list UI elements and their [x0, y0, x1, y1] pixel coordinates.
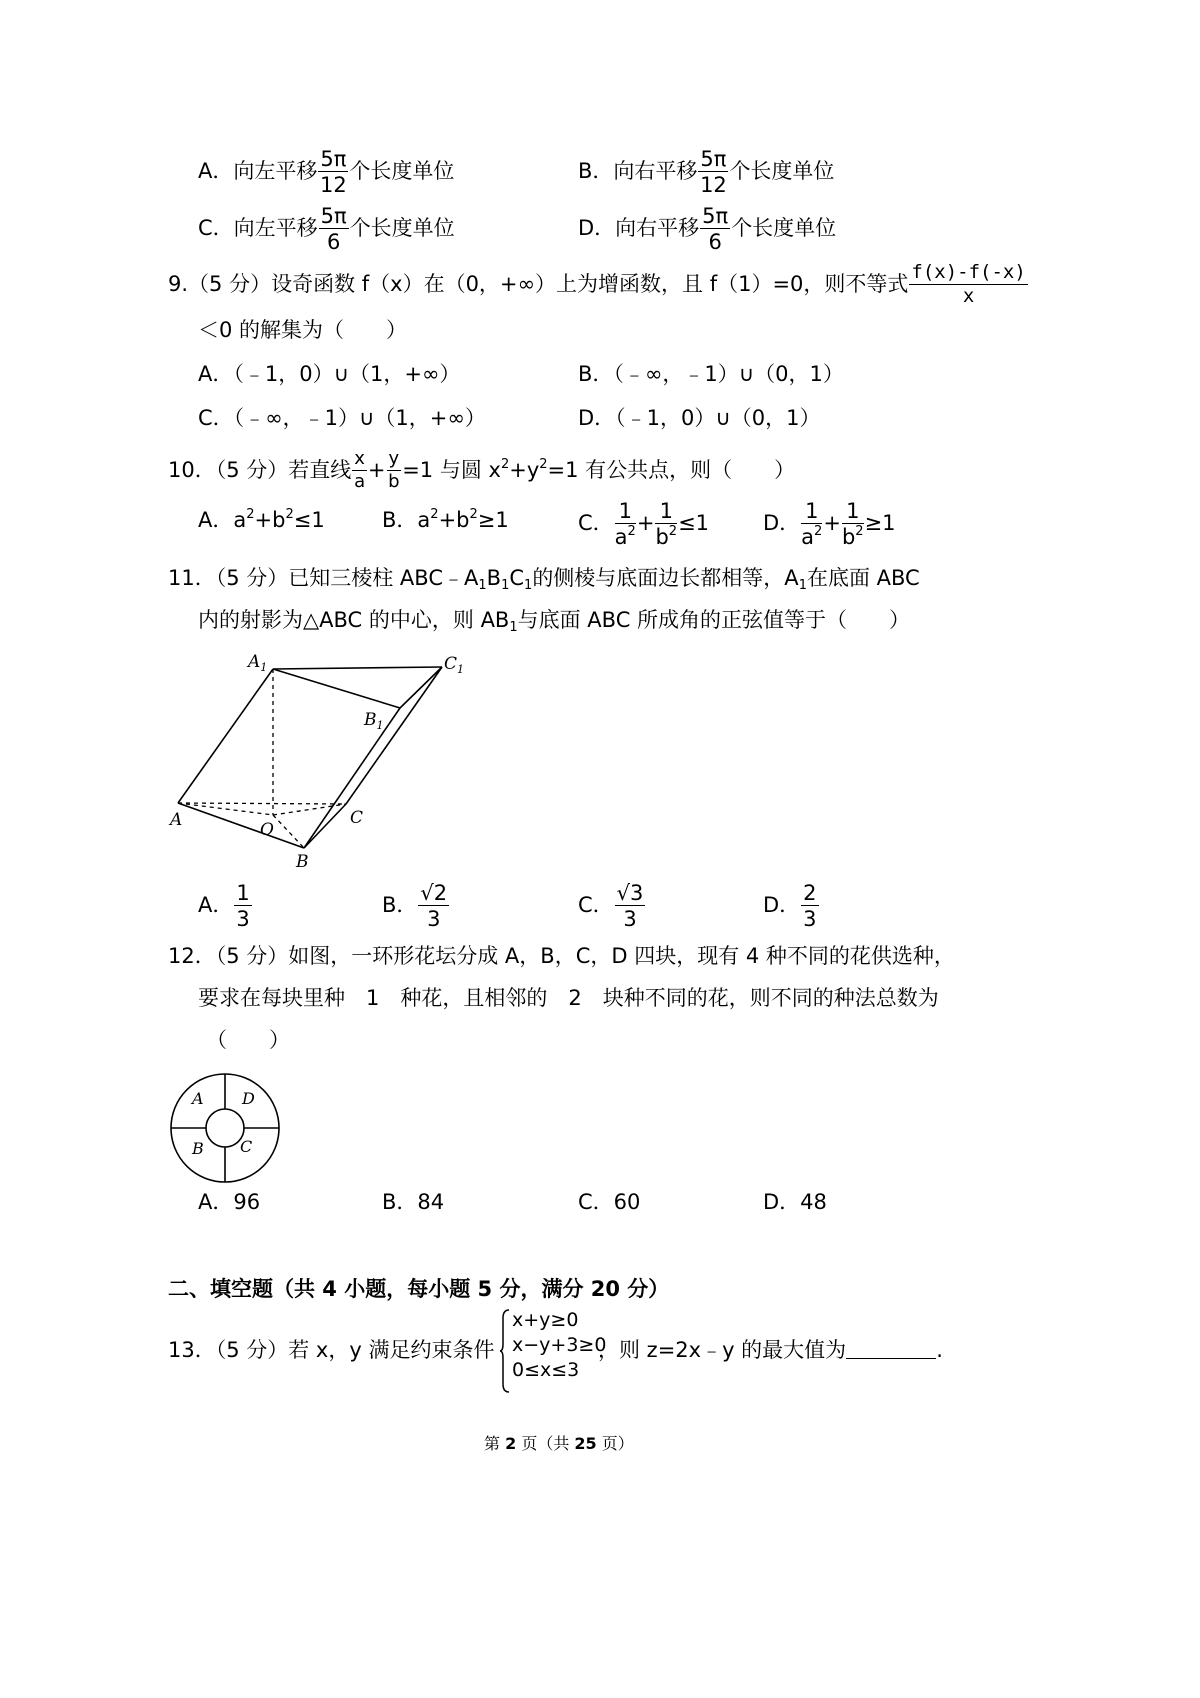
q11-option-d: D． $\frac{2}{3}$	[763, 881, 817, 932]
label-c1: $C_1$	[444, 654, 465, 676]
constraint-3: 0≤x≤3	[512, 1359, 580, 1381]
label-b1: $B_1$	[364, 710, 384, 732]
label-a1: $A_1$	[248, 652, 268, 674]
constraint-2: x−y+3≥0	[512, 1334, 607, 1356]
edge-a1-c1	[273, 667, 442, 669]
label-d: D	[242, 1089, 255, 1108]
q9-option-c: C．（﹣∞，﹣1）∪（1，+∞）	[198, 406, 486, 430]
q12-option-a: A．96	[198, 1190, 261, 1214]
edge-c1-c	[346, 667, 442, 804]
prism-figure	[160, 645, 490, 875]
q11-option-a: A． $\frac{1}{3}$	[198, 881, 250, 932]
edge-b-c	[304, 804, 346, 848]
section-2-title: 二、填空题（共 4 小题，每小题 5 分，满分 20 分）	[168, 1277, 670, 1301]
edge-a1-b1	[273, 669, 400, 708]
q9-option-d: D．（﹣1，0）∪（0，1）	[578, 406, 821, 430]
q11-option-c: C． $\frac{√3}{3}$	[578, 881, 644, 932]
fraction: $\frac{1}{a^2}$	[801, 499, 823, 550]
q11-stem-line2: 内的射影为△ABC 的中心，则 $AB_1$与底面 ABC 所成角的正弦值等于（ ）	[198, 608, 911, 635]
fraction: $\frac{1}{a^2}$	[614, 499, 636, 550]
seg-o-c	[273, 804, 346, 815]
fraction: $\frac{f(x)-f(-x)}{x}$	[911, 261, 1026, 307]
q10-stem: 10．（5 分）若直线 $\frac{x}{a}$ + $\frac{y}{b}$ =1 与圆 $x^2+y^2=1$ 有公共点，则（ ）	[168, 448, 796, 492]
edge-a-b	[178, 803, 304, 848]
q12-stem-line3: （ ）	[206, 1028, 290, 1052]
fraction: $\frac{x}{a}$	[354, 448, 366, 492]
answer-blank[interactable]	[846, 1340, 936, 1359]
fraction: $\frac{5\pi}{6}$	[702, 204, 729, 255]
q9-stem: 9.（5 分）设奇函数 f（x）在（0，+∞）上为增函数，且 f（1）=0，则不等式 $\frac{f(x)-f(-x)}{x}$	[168, 261, 1026, 307]
label-b: B	[296, 852, 309, 872]
fraction: $\frac{1}{3}$	[236, 881, 250, 932]
edge-a1-a	[178, 669, 273, 803]
edge-b1-c1	[400, 667, 442, 708]
fraction: $\frac{y}{b}$	[388, 448, 400, 492]
q11-stem-line1: 11．（5 分）已知三棱柱 $ABC﹣A_1B_1C_1$的侧棱与底面边长都相等，$A_1$在底面 ABC	[168, 566, 920, 593]
q8-option-b: B．向右平移 $\frac{5\pi}{12}$ 个长度单位	[578, 147, 835, 198]
fraction: $\frac{5\pi}{12}$	[320, 147, 347, 198]
q13-constraints	[500, 1308, 606, 1383]
q9-option-a: A．（﹣1，0）∪（1，+∞）	[198, 362, 461, 386]
q10-option-d: D． $\frac{1}{a^2}$ + $\frac{1}{b^2}$ ≥1	[763, 499, 896, 550]
q10-option-c: C． $\frac{1}{a^2}$ + $\frac{1}{b^2}$ ≤1	[578, 499, 710, 550]
fraction: $\frac{5\pi}{6}$	[320, 204, 347, 255]
q12-stem-line2: 要求在每块里种 1 种花，且相邻的 2 块种不同的花，则不同的种法总数为	[198, 986, 939, 1010]
fraction: $\frac{1}{b^2}$	[841, 499, 864, 550]
label-c: C	[240, 1137, 253, 1156]
q12-stem-line1: 12．（5 分）如图，一环形花坛分成 A，B，C，D 四块，现有 4 种不同的花供选种，	[168, 944, 955, 968]
label-o: O	[260, 820, 274, 840]
fraction: $\frac{√3}{3}$	[616, 881, 644, 932]
edge-a-c	[178, 803, 346, 804]
fraction: $\frac{5\pi}{12}$	[700, 147, 727, 198]
label-a: A	[170, 810, 183, 830]
q8-option-d: D．向右平移 $\frac{5\pi}{6}$ 个长度单位	[578, 204, 837, 255]
constraint-1: x+y≥0	[512, 1309, 579, 1331]
q9-option-b: B．（﹣∞，﹣1）∪（0，1）	[578, 362, 844, 386]
q12-option-d: D．48	[763, 1190, 827, 1214]
label-b: B	[192, 1139, 204, 1158]
brace-icon	[500, 1308, 510, 1394]
q9-stem-cont: ＜0 的解集为（ ）	[198, 318, 408, 342]
ring-figure	[165, 1068, 285, 1188]
q8-option-a: A．向左平移 $\frac{5\pi}{12}$ 个长度单位	[198, 147, 455, 198]
q13-stem-post: ，则 z=2x﹣y 的最大值为 .	[598, 1338, 943, 1362]
page-footer: 第 2 页（共 25 页）	[484, 1434, 634, 1453]
q12-option-c: C．60	[578, 1190, 641, 1214]
q12-option-b: B．84	[382, 1190, 445, 1214]
label-c: C	[350, 808, 364, 828]
fraction: $\frac{2}{3}$	[803, 881, 817, 932]
inner-circle	[206, 1109, 244, 1147]
q13-stem: 13．（5 分）若 x，y 满足约束条件	[168, 1338, 495, 1362]
q8-option-c: C．向左平移 $\frac{5\pi}{6}$ 个长度单位	[198, 204, 455, 255]
q11-option-b: B． $\frac{√2}{3}$	[382, 881, 448, 932]
fraction: $\frac{√2}{3}$	[420, 881, 448, 932]
q10-option-a: A．$a^2+b^2\le 1$	[198, 507, 325, 532]
fraction: $\frac{1}{b^2}$	[655, 499, 678, 550]
q10-option-b: B．$a^2+b^2\ge 1$	[382, 507, 509, 532]
seg-a-o	[178, 803, 273, 815]
label-a: A	[192, 1089, 204, 1108]
